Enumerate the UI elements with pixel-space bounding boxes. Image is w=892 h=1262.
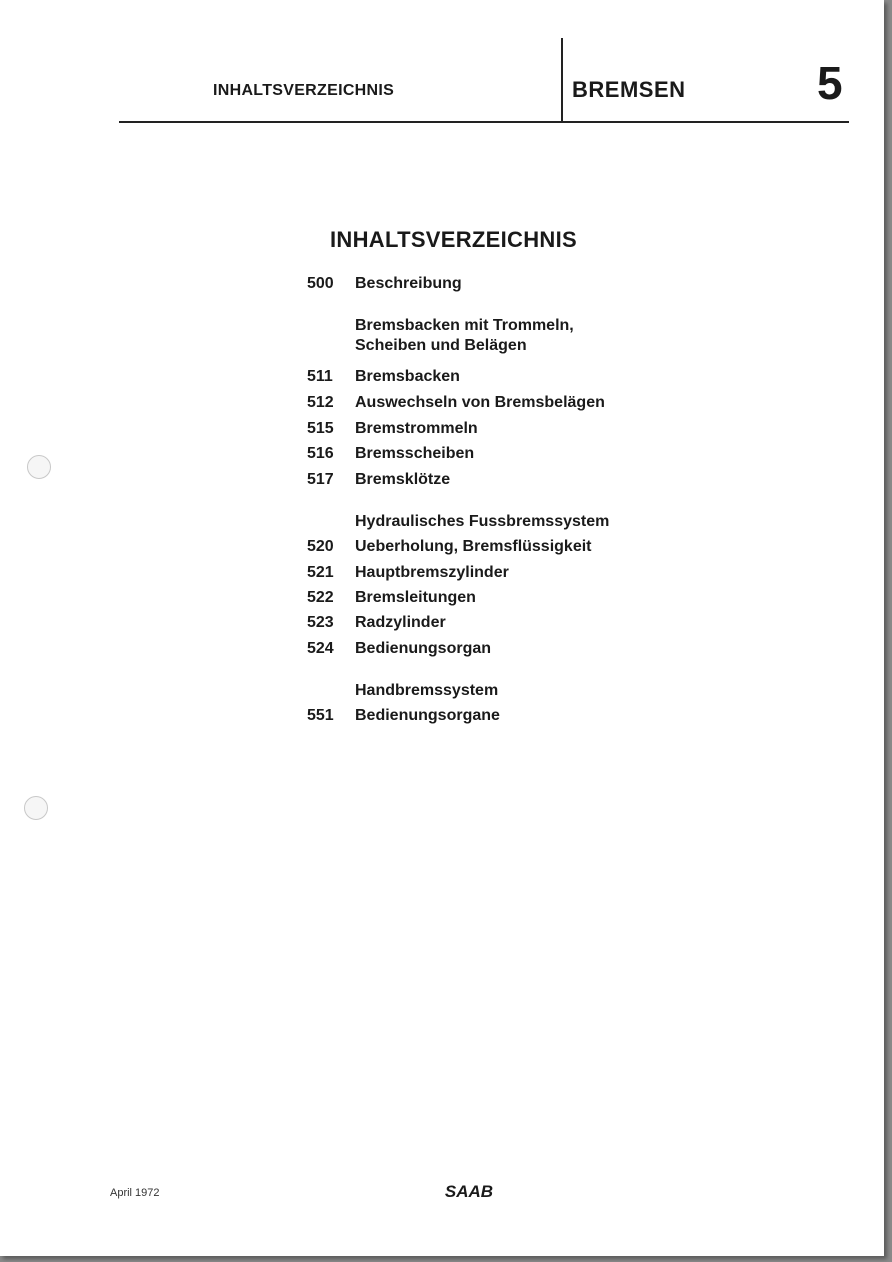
toc-entry-text: Radzylinder <box>355 614 446 631</box>
punch-hole <box>24 796 48 820</box>
toc-entry-text: Hauptbremszylinder <box>355 564 509 581</box>
header-section-number: 5 <box>817 57 843 109</box>
toc-entry-text: Bremstrommeln <box>355 420 478 437</box>
toc-entry-text: Bedienungsorgan <box>355 640 492 657</box>
saab-logo <box>437 1182 501 1200</box>
toc-entry-text: Bremsbacken <box>355 368 460 385</box>
toc-entry-number: 522 <box>307 589 334 606</box>
toc-group-heading: Scheiben und Belägen <box>355 337 527 354</box>
toc-entry-number: 511 <box>307 368 333 385</box>
toc-entry-text: Bedienungsorgane <box>355 707 500 724</box>
footer-date: April 1972 <box>110 1187 160 1199</box>
toc-entry-text: Ueberholung, Bremsflüssigkeit <box>355 538 592 555</box>
toc-entry-text: Auswechseln von Bremsbelägen <box>355 394 605 411</box>
header-section-title: BREMSEN <box>572 77 686 102</box>
saab-logo-text: SAAB <box>444 1182 494 1200</box>
header-left-title: INHALTSVERZEICHNIS <box>213 82 395 99</box>
toc-entry-text: Bremsleitungen <box>355 589 476 606</box>
toc-entry-number: 512 <box>307 394 334 411</box>
toc-entry-number: 523 <box>307 614 334 631</box>
toc-entry-number: 515 <box>307 420 334 437</box>
toc-group-heading: Bremsbacken mit Trommeln, <box>355 317 574 334</box>
header-divider-horizontal <box>119 121 849 123</box>
toc-entry-number: 516 <box>307 445 334 462</box>
toc-entry-number: 517 <box>307 471 334 488</box>
toc-entry-text: Bremsklötze <box>355 471 451 488</box>
toc-group-heading: Handbremssystem <box>355 682 499 699</box>
toc-entry-number: 524 <box>307 640 334 657</box>
header-divider-vertical <box>561 38 563 122</box>
toc-entry-number: 521 <box>307 564 334 581</box>
punch-hole <box>27 455 51 479</box>
toc-entry-number: 520 <box>307 538 334 555</box>
toc-group-heading: Hydraulisches Fussbremssystem <box>355 513 610 530</box>
toc-entry-number: 551 <box>307 707 334 724</box>
toc-entry-text: Bremsscheiben <box>355 445 475 462</box>
toc-title: INHALTSVERZEICHNIS <box>330 227 578 252</box>
toc-entry-number: 500 <box>307 275 334 292</box>
toc-entry-text: Beschreibung <box>355 275 462 292</box>
